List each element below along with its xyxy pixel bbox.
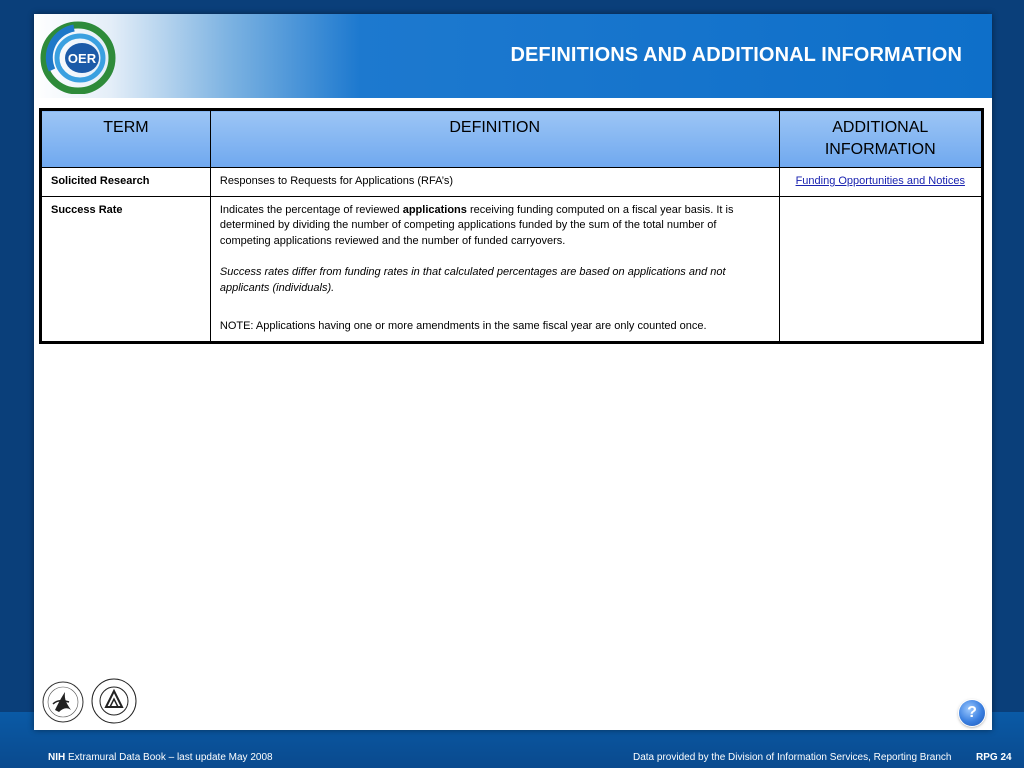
definition-paragraph xyxy=(220,203,770,250)
help-icon: ? xyxy=(967,704,977,721)
definition-text: receiving funding computed on a fiscal year basis. It is determined by dividing the number of competing applications funded by the sum of the total number of competing applications reviewed and the number of funded carryovers. xyxy=(219,203,734,247)
table-row xyxy=(41,168,983,197)
column-header-definition: DEFINITION xyxy=(210,110,779,168)
page-title: DEFINITIONS AND ADDITIONAL INFORMATION xyxy=(510,44,962,66)
footer-data-source: Data provided by the Division of Information Services, Reporting Branch xyxy=(633,752,952,763)
footer-nih-label: NIH xyxy=(48,752,66,763)
table-row xyxy=(41,196,983,342)
help-button[interactable] xyxy=(959,700,985,726)
definition-note: NOTE: Applications having one or more amendments in the same fiscal year are only counted once. xyxy=(219,320,707,332)
header-band xyxy=(34,14,992,98)
additional-info-cell xyxy=(779,196,982,342)
slide xyxy=(34,14,992,730)
page-number: RPG 24 xyxy=(976,752,1012,763)
hhs-seal-icon xyxy=(41,680,85,724)
additional-info-cell xyxy=(779,168,982,197)
definition-cell xyxy=(210,196,779,342)
footer-left xyxy=(48,752,273,763)
definitions-table xyxy=(39,108,984,344)
column-header-additional-information: ADDITIONAL INFORMATION xyxy=(779,110,982,168)
definition-bold-text: applications xyxy=(402,203,467,216)
funding-opportunities-link[interactable]: Funding Opportunities and Notices xyxy=(795,175,965,187)
nih-seal-icon xyxy=(90,677,138,725)
term-cell: Success Rate xyxy=(41,196,211,342)
svg-text:OER: OER xyxy=(67,51,97,66)
column-header-term: TERM xyxy=(41,110,211,168)
definition-cell: Responses to Requests for Applications (RFA’s) xyxy=(210,168,779,197)
table-header-row xyxy=(41,110,983,168)
footer-databook-text: Extramural Data Book – last update May 2008 xyxy=(65,752,273,763)
definition-text: Indicates the percentage of reviewed xyxy=(219,203,403,216)
term-cell: Solicited Research xyxy=(41,168,211,197)
oer-logo-icon xyxy=(40,18,120,94)
definition-note-italic: Success rates differ from funding rates in that calculated percentages are based on applications and not applicants (individuals). xyxy=(219,266,726,294)
